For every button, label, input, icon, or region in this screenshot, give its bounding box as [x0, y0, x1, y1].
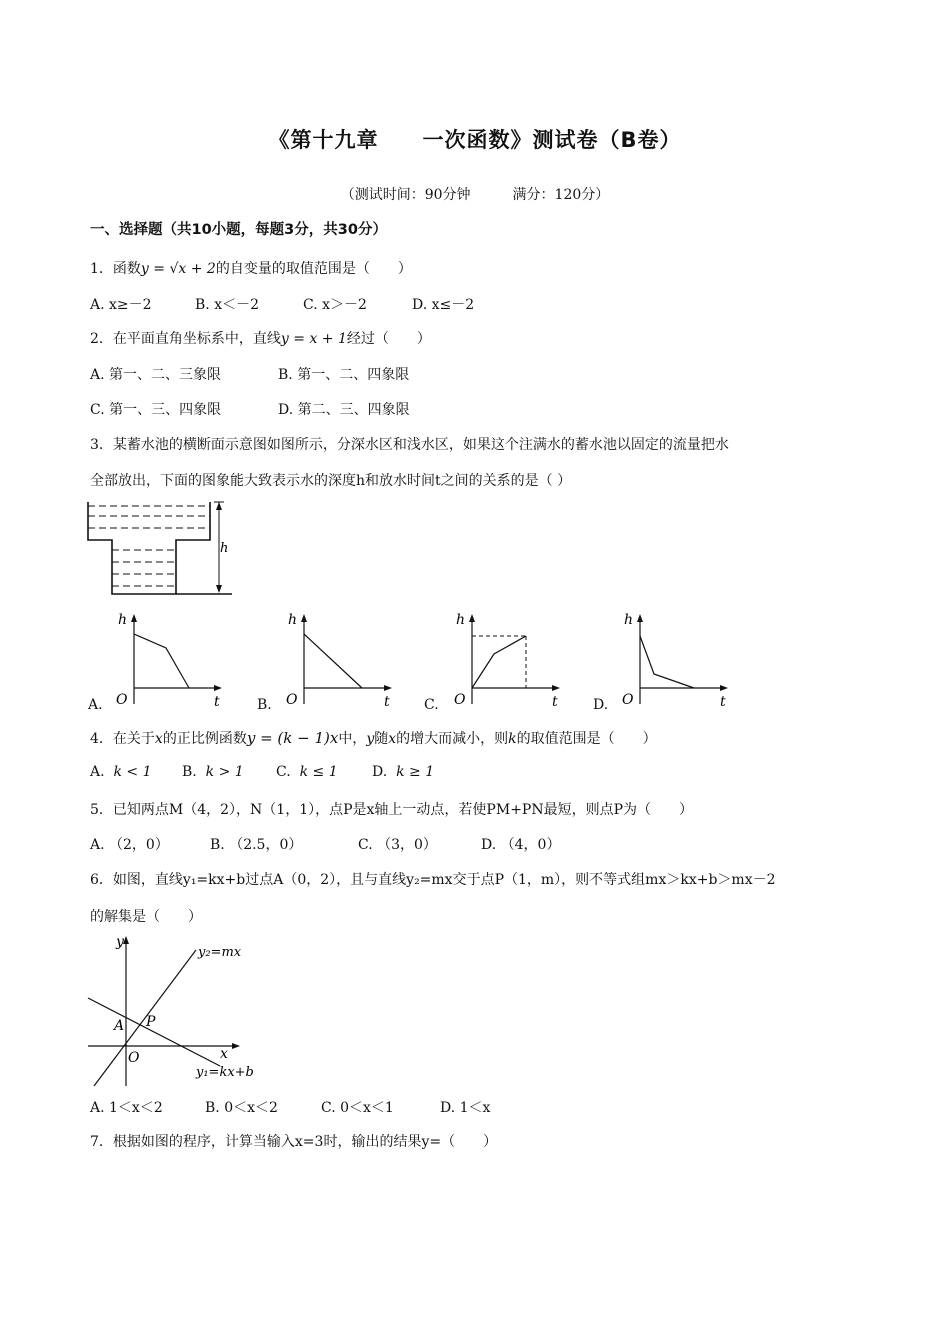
graph-d-o: O: [622, 692, 634, 708]
q1-option-d: D. x≤－2: [412, 297, 475, 313]
question-3-line2: 全部放出，下面的图象能大致表示水的深度h和放水时间t之间的关系的是（ ）: [90, 473, 572, 489]
q3-graph-b: [280, 608, 400, 710]
question-6-line1: 6．如图，直线y₁=kx+b过点A（0，2），且与直线y₂=mx交于点P（1，m），则不等式组mx＞kx+b＞mx－2: [90, 872, 776, 888]
q5-option-c: C. （3，0）: [358, 837, 437, 853]
graph-d-h: h: [624, 612, 634, 628]
q3-option-d: D.: [593, 697, 609, 713]
q4-option-d-math: k ≥ 1: [396, 764, 435, 780]
q4-text-3: 随: [374, 731, 389, 747]
q1-option-b: B. x＜－2: [195, 297, 259, 313]
q4-prefix: 4．在关于: [90, 731, 155, 747]
graph-b-o: O: [286, 692, 298, 708]
q3-graph-c: [448, 608, 568, 710]
q6-line-y1-label: y₁=kx+b: [196, 1065, 254, 1080]
q4-option-b-math: k > 1: [205, 764, 244, 780]
q4-suffix: 的取值范围是（ ）: [516, 731, 657, 747]
q6-y-label: y: [116, 934, 124, 950]
graph-c-t: t: [552, 694, 558, 710]
q4-var-x2: x: [388, 731, 397, 747]
q6-origin-label: O: [128, 1050, 140, 1066]
q1-option-c: C. x＞－2: [303, 297, 367, 313]
q4-var-x: x: [154, 731, 163, 747]
q4-option-c-math: k ≤ 1: [299, 764, 338, 780]
q3-option-c: C.: [424, 697, 439, 713]
q2-suffix: 经过（ ）: [346, 331, 431, 347]
q4-text-4: 的增大而减小，则: [396, 731, 509, 747]
q4-option-c: [276, 764, 338, 780]
q2-option-b: B. 第一、二、四象限: [278, 367, 410, 383]
q5-option-b: B. （2.5，0）: [210, 837, 303, 853]
reservoir-h-label: h: [220, 541, 229, 556]
q3-option-b: B.: [257, 697, 272, 713]
q4-var-k: k: [508, 731, 517, 747]
question-1: [90, 258, 412, 278]
q4-option-d: [372, 764, 434, 780]
q6-option-d: D. 1＜x: [440, 1100, 491, 1116]
q6-point-a: A: [114, 1018, 125, 1034]
q1-prefix: 1．函数: [90, 261, 141, 277]
q6-point-p: P: [146, 1014, 156, 1030]
q4-option-a-math: k < 1: [113, 764, 152, 780]
exam-info: （测试时间：90分钟 满分：120分）: [340, 187, 610, 203]
q1-suffix: 的自变量的取值范围是（ ）: [215, 261, 412, 277]
q6-figure: [86, 930, 266, 1090]
graph-c-o: O: [454, 692, 466, 708]
q4-var-y: y: [366, 731, 375, 747]
q6-option-b: B. 0＜x＜2: [205, 1100, 278, 1116]
q4-option-c-letter: C.: [276, 764, 291, 780]
q1-formula: y = √x + 2: [140, 261, 216, 277]
page-title: 《第十九章 一次函数》测试卷（B卷）: [268, 128, 682, 152]
q6-option-a: A. 1＜x＜2: [90, 1100, 163, 1116]
q4-text-1: 的正比例函数: [162, 731, 247, 747]
q2-formula: y = x + 1: [280, 331, 347, 347]
q4-option-a: [90, 764, 152, 780]
q3-option-a: A.: [88, 697, 103, 713]
q5-option-a: A. （2，0）: [90, 837, 169, 853]
question-7: 7．根据如图的程序，计算当输入x=3时，输出的结果y=（ ）: [90, 1134, 498, 1150]
graph-c-h: h: [456, 612, 466, 628]
q6-line-y2-label: y₂=mx: [198, 945, 242, 960]
reservoir-figure: [86, 500, 246, 600]
graph-a-t: t: [214, 694, 220, 710]
q1-option-a: A. x≥－2: [90, 297, 152, 313]
section-heading: 一、选择题（共10小题，每题3分，共30分）: [90, 222, 387, 238]
q4-formula: y = (k − 1)x: [246, 729, 339, 747]
q4-option-b-letter: B.: [182, 764, 197, 780]
question-2: [90, 328, 431, 348]
q4-option-b: [182, 764, 244, 780]
q4-option-d-letter: D.: [372, 764, 388, 780]
graph-d-t: t: [720, 694, 726, 710]
q2-option-c: C. 第一、三、四象限: [90, 402, 222, 418]
q4-text-2: 中，: [338, 731, 367, 747]
graph-b-t: t: [384, 694, 390, 710]
question-4: [90, 728, 657, 748]
graph-a-h: h: [118, 612, 128, 628]
q4-option-a-letter: A.: [90, 764, 105, 780]
q3-graph-a: [110, 608, 230, 710]
q6-option-c: C. 0＜x＜1: [321, 1100, 394, 1116]
q2-option-a: A. 第一、二、三象限: [90, 367, 222, 383]
question-6-line2: 的解集是（ ）: [90, 909, 202, 925]
graph-b-h: h: [288, 612, 298, 628]
q3-graph-d: [616, 608, 746, 710]
q2-prefix: 2．在平面直角坐标系中，直线: [90, 331, 281, 347]
question-5: 5．已知两点M（4，2），N（1，1），点P是x轴上一动点，若使PM+PN最短，则点P为（ ）: [90, 802, 694, 818]
q5-option-d: D. （4，0）: [481, 837, 561, 853]
graph-a-o: O: [116, 692, 128, 708]
q6-x-label: x: [220, 1046, 228, 1062]
question-3-line1: 3．某蓄水池的横断面示意图如图所示，分深水区和浅水区，如果这个注满水的蓄水池以固定的流量把水: [90, 437, 729, 453]
q2-option-d: D. 第二、三、四象限: [278, 402, 410, 418]
